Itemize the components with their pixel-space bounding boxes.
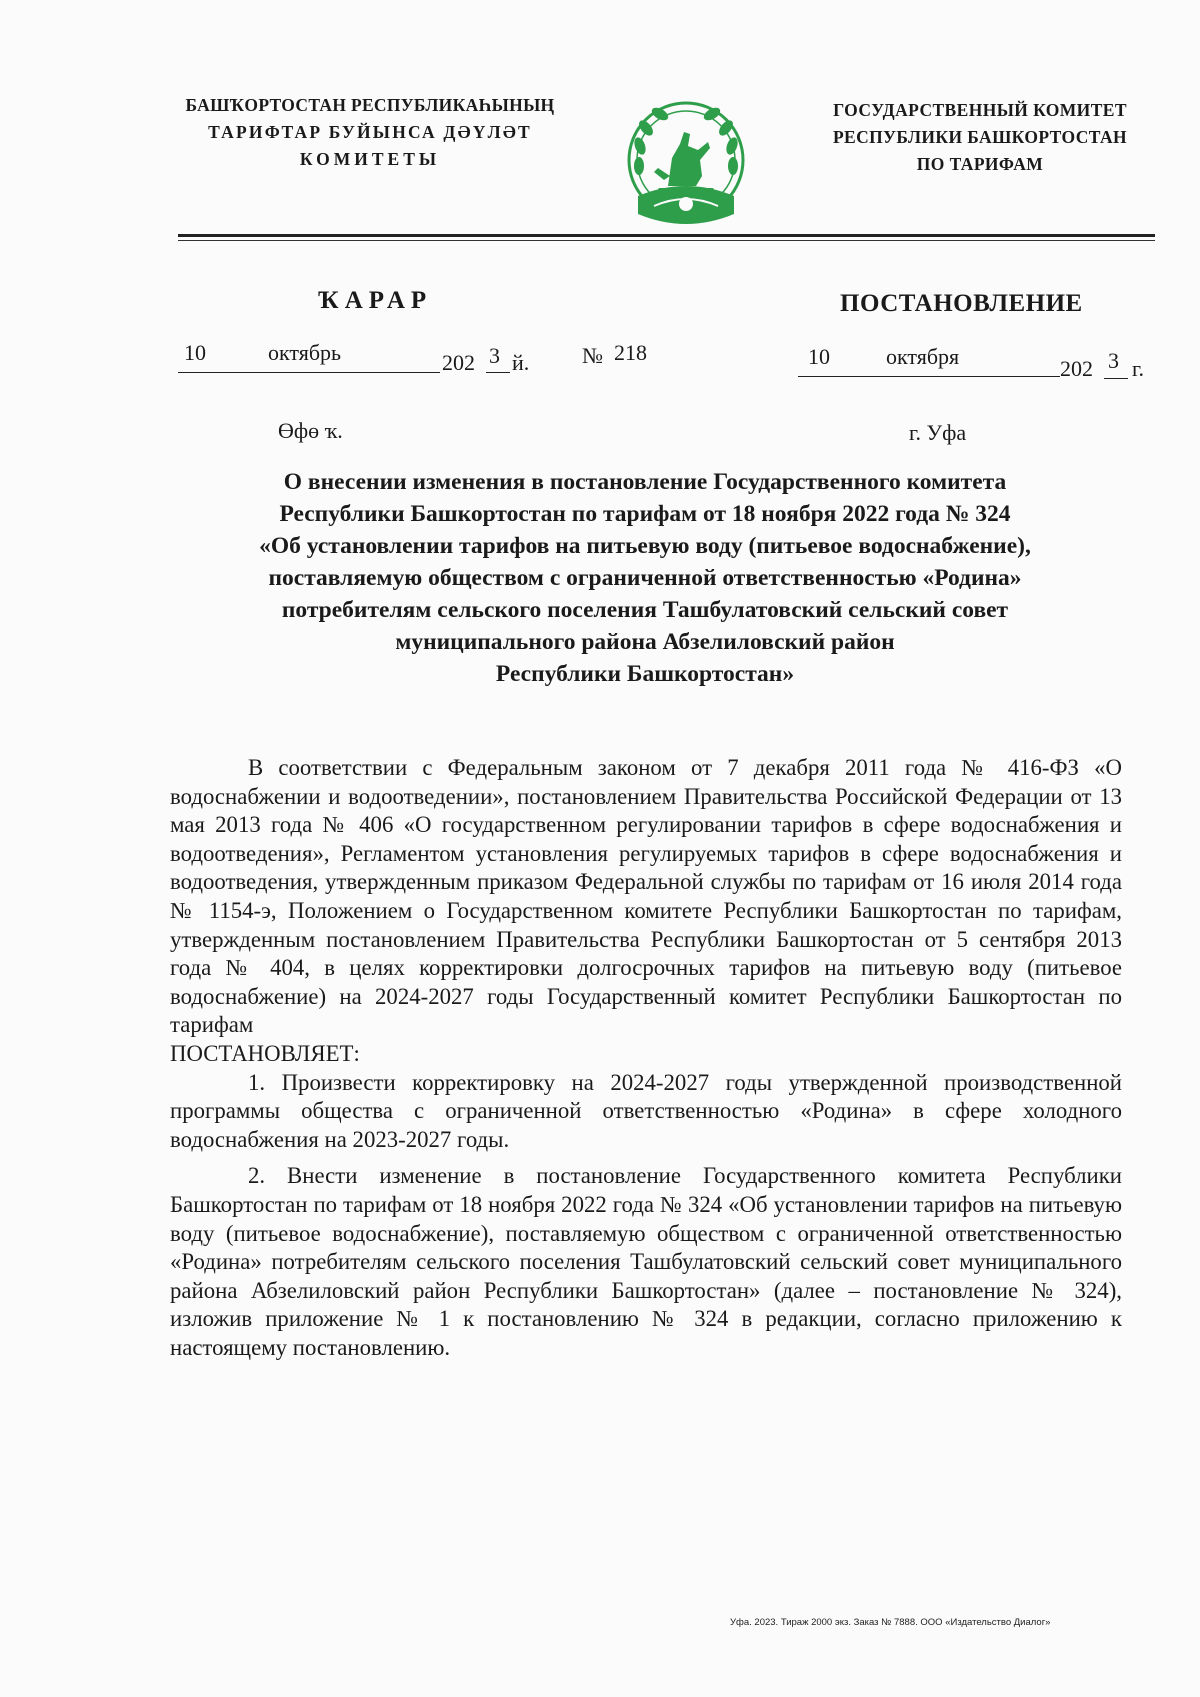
header-rule-thin bbox=[178, 240, 1155, 241]
karar-label: ҠАРАР bbox=[318, 287, 433, 314]
header-left-line-3: КОМИТЕТЫ bbox=[299, 149, 441, 169]
document-title bbox=[160, 466, 1130, 690]
item-1-paragraph: 1. Произвести корректировку на 2024-2027 годы утвержденной производственной программы общества с ограниченной ответственностью «Родина» в сфере холодного водоснабжения на 2023-2027 годы. bbox=[170, 1069, 1122, 1152]
document-number: 218 bbox=[614, 340, 647, 365]
left-date-month: октябрь bbox=[268, 340, 342, 365]
right-year-underline bbox=[1104, 378, 1128, 379]
header-left-line-1: БАШҠОРТОСТАН РЕСПУБЛИКАҺЫНЫҢ bbox=[185, 95, 555, 115]
left-date-year-prefix: 202 bbox=[442, 350, 475, 375]
header-left-line-2: ТАРИФТАР БУЙЫНСА ДӘҮЛӘТ bbox=[208, 122, 532, 142]
title-line: Республики Башкортостан» bbox=[495, 661, 795, 687]
right-date-year-digit: 3 bbox=[1108, 348, 1119, 373]
right-date-year-suffix: г. bbox=[1132, 356, 1145, 381]
title-line: потребителям сельского поселения Ташбулатовский сельский совет bbox=[281, 597, 1009, 623]
place-right: г. Уфа bbox=[909, 420, 967, 445]
title-line: «Об установлении тарифов на питьевую воду (питьевое водоснабжение), bbox=[259, 533, 1031, 559]
right-date-year-prefix: 202 bbox=[1060, 356, 1093, 381]
header-left-block bbox=[150, 92, 590, 173]
item-2-paragraph: 2. Внести изменение в постановление Государственного комитета Республики Башкортостан по тарифам от 18 ноября 2022 года № 324 «Об установлении тарифов на питьевую воду (питьевое водоснабжение), поставляемую обществом с ограниченной ответственностью «Родина» потребителям сельского поселения Ташбулатовский сельский совет муниципального района Абзелиловский район Республики Башкортостан» (далее – постановление № 324), изложив приложение № 1 к постановлению № 324 в редакции, согласно приложению к настоящему постановлению. bbox=[170, 1163, 1122, 1360]
title-line: муниципального района Абзелиловский район bbox=[395, 629, 895, 655]
preamble-paragraph: В соответствии с Федеральным законом от 7 декабря 2011 года № 416-ФЗ «О водоснабжении и водоотведении», постановлением Правительства Российской Федерации от 13 мая 2013 года № 406 «О государственном регулировании тарифов в сфере водоснабжения и водоотведения», Регламентом установления регулируемых тарифов в сфере водоснабжения и водоотведения, утвержденным приказом Федеральной службы по тарифам от 16 июля 2014 года № 1154-э, Положением о Государственном комитете Республики Башкортостан по тарифам, утвержденным постановлением Правительства Республики Башкортостан от 5 сентября 2013 года № 404, в целях корректировки долгосрочных тарифов на питьевую воду (питьевое водоснабжение) на 2024-2027 годы Государственный комитет Республики Башкортостан по тарифам bbox=[170, 755, 1122, 1038]
resolves-keyword: ПОСТАНОВЛЯЕТ: bbox=[170, 1040, 360, 1066]
print-footer: Уфа. 2023. Тираж 2000 экз. Заказ № 7888. ООО «Издательство Диалог» bbox=[730, 1617, 1051, 1628]
left-date-year-digit: 3 bbox=[489, 343, 500, 368]
left-date-year-suffix: й. bbox=[512, 350, 530, 375]
title-line: О внесении изменения в постановление Государственного комитета bbox=[283, 469, 1007, 495]
left-year-underline bbox=[486, 372, 510, 373]
left-date-day: 10 bbox=[184, 340, 206, 365]
title-line: поставляемую обществом с ограниченной ответственностью «Родина» bbox=[268, 565, 1022, 591]
right-date-day: 10 bbox=[808, 344, 830, 369]
place-left: Өфө ҡ. bbox=[278, 418, 343, 443]
header-right-block bbox=[790, 97, 1170, 178]
right-date-underline bbox=[798, 376, 1060, 377]
document-body bbox=[170, 754, 1122, 1362]
right-date-month: октября bbox=[886, 344, 960, 369]
left-date-underline bbox=[178, 372, 440, 373]
header-right-line-2: РЕСПУБЛИКИ БАШКОРТОСТАН bbox=[832, 127, 1128, 147]
header-right-line-1: ГОСУДАРСТВЕННЫЙ КОМИТЕТ bbox=[833, 100, 1127, 120]
title-line: Республики Башкортостан по тарифам от 18 ноября 2022 года № 324 bbox=[279, 501, 1011, 527]
coat-of-arms-bashkortostan-icon bbox=[624, 96, 748, 230]
header-right-line-3: ПО ТАРИФАМ bbox=[916, 154, 1044, 174]
number-sign: № bbox=[582, 343, 603, 368]
postanovlenie-label: ПОСТАНОВЛЕНИЕ bbox=[840, 290, 1083, 317]
header-rule-thick bbox=[178, 234, 1155, 237]
